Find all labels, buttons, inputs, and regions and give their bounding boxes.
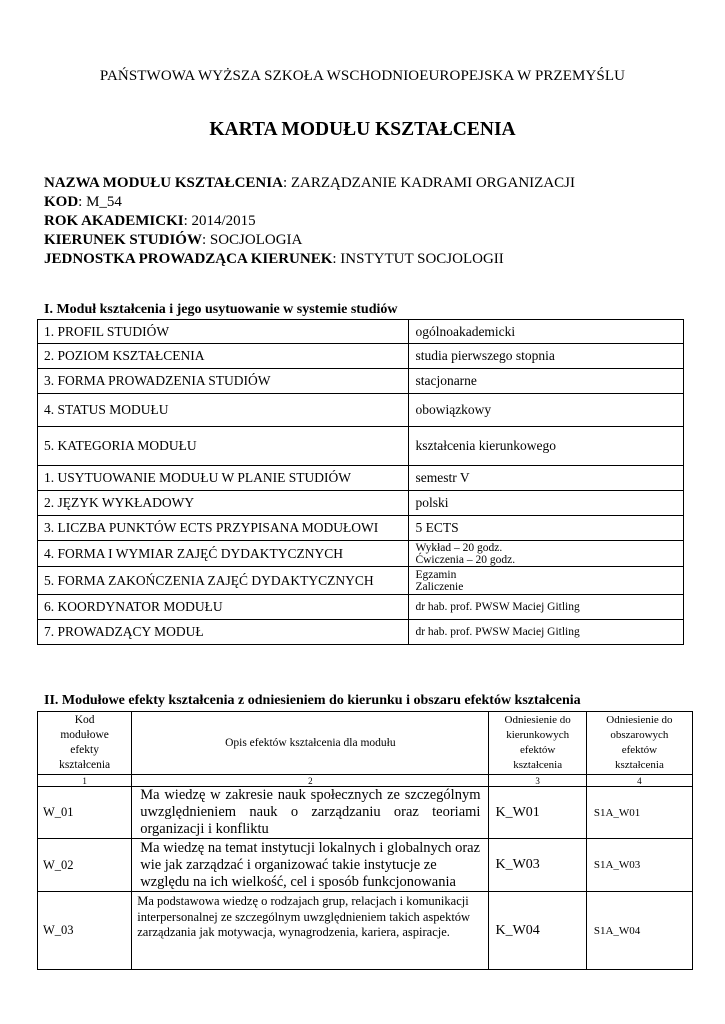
section2-title: II. Modułowe efekty kształcenia z odniesieniem do kierunku i obszaru efektów kształcenia	[44, 693, 581, 708]
learning-outcomes-table	[37, 711, 693, 970]
header-line: efektów	[621, 744, 658, 756]
row-value: studia pierwszego stopnia	[409, 344, 684, 369]
row-label: 3. LICZBA PUNKTÓW ECTS PRZYPISANA MODUŁOWI	[38, 516, 409, 541]
row-label: 3. FORMA PROWADZENIA STUDIÓW	[38, 369, 409, 394]
row-value: dr hab. prof. PWSW Maciej Gitling	[409, 595, 684, 620]
meta-value: : SOCJOLOGIA	[201, 232, 303, 248]
row-label: 5. FORMA ZAKOŃCZENIA ZAJĘĆ DYDAKTYCZNYCH	[38, 567, 409, 595]
row-value: 5 ECTS	[409, 516, 684, 541]
meta-field-of-study	[44, 232, 302, 249]
row-value: stacjonarne	[409, 369, 684, 394]
header-code	[38, 712, 132, 775]
header-description: Opis efektów kształcenia dla modułu	[132, 712, 489, 775]
table-row	[38, 787, 693, 839]
table-row	[38, 541, 684, 567]
row-value: polski	[409, 491, 684, 516]
table-row	[38, 567, 684, 595]
row-value-line: Ćwiczenia – 20 godz.	[415, 553, 516, 566]
row-label: 4. STATUS MODUŁU	[38, 394, 409, 427]
header-line: efekty	[70, 744, 99, 756]
header-line: Kod	[74, 714, 95, 726]
area-reference: S1A_W03	[586, 839, 692, 892]
row-label: 6. KOORDYNATOR MODUŁU	[38, 595, 409, 620]
table-row	[38, 892, 693, 970]
outcome-description: Ma wiedzę w zakresie nauk społecznych ze szczególnym uwzględnieniem nauk o zarządzaniu oraz teoriami organizacji i konfliktu	[132, 787, 489, 839]
table-row	[38, 491, 684, 516]
meta-label: KOD	[44, 194, 79, 210]
meta-label: JEDNOSTKA PROWADZĄCA KIERUNEK	[44, 251, 333, 267]
module-info-table	[37, 319, 684, 645]
row-value	[409, 567, 684, 595]
school-name: PAŃSTWOWA WYŻSZA SZKOŁA WSCHODNIOEUROPEJSKA W PRZEMYŚLU	[99, 68, 626, 84]
meta-value: : ZARZĄDZANIE KADRAMI ORGANIZACJI	[282, 175, 575, 191]
header-area-reference	[586, 712, 692, 775]
row-label: 7. PROWADZĄCY MODUŁ	[38, 620, 409, 645]
row-label: 5. KATEGORIA MODUŁU	[38, 427, 409, 466]
table-row	[38, 344, 684, 369]
meta-value: : M_54	[78, 194, 122, 210]
meta-unit	[44, 251, 504, 268]
table-row	[38, 516, 684, 541]
field-reference: K_W03	[489, 839, 586, 892]
header-line: modułowe	[60, 729, 109, 741]
header-line: Odniesienie do	[504, 714, 571, 726]
table-row	[38, 595, 684, 620]
meta-module-name	[44, 175, 575, 192]
area-reference: S1A_W04	[586, 892, 692, 970]
table-row	[38, 320, 684, 344]
meta-label: KIERUNEK STUDIÓW	[44, 232, 202, 248]
row-label: 1. USYTUOWANIE MODUŁU W PLANIE STUDIÓW	[38, 466, 409, 491]
area-reference: S1A_W01	[586, 787, 692, 839]
row-value-line: Wykład – 20 godz.	[415, 541, 503, 554]
field-reference: K_W01	[489, 787, 586, 839]
outcome-code: W_02	[38, 839, 132, 892]
row-value-line: Zaliczenie	[415, 580, 464, 593]
row-value: kształcenia kierunkowego	[409, 427, 684, 466]
table-row	[38, 620, 684, 645]
row-value	[409, 541, 684, 567]
header-line: kształcenia	[614, 759, 664, 771]
meta-label: ROK AKADEMICKI	[44, 213, 184, 229]
outcome-code: W_03	[38, 892, 132, 970]
row-label: 2. JĘZYK WYKŁADOWY	[38, 491, 409, 516]
meta-label: NAZWA MODUŁU KSZTAŁCENIA	[44, 175, 283, 191]
outcome-description: Ma podstawowa wiedzę o rodzajach grup, relacjach i komunikacji interpersonalnej ze szczególnym uwzględnieniem takich aspektów zarządzania jak motywacja, wynagrodzenia, kariera, aspiracje.	[132, 892, 489, 970]
document-title: KARTA MODUŁU KSZTAŁCENIA	[209, 119, 516, 140]
header-field-reference	[489, 712, 586, 775]
table-row	[38, 369, 684, 394]
meta-academic-year	[44, 213, 256, 230]
meta-value: : INSTYTUT SOCJOLOGII	[332, 251, 504, 267]
column-number: 2	[132, 775, 489, 787]
row-label: 1. PROFIL STUDIÓW	[38, 320, 409, 344]
meta-code	[44, 194, 122, 211]
column-number: 1	[38, 775, 132, 787]
meta-value: : 2014/2015	[183, 213, 256, 229]
table-row	[38, 466, 684, 491]
header-line: kierunkowych	[506, 729, 570, 741]
field-reference: K_W04	[489, 892, 586, 970]
row-value: dr hab. prof. PWSW Maciej Gitling	[409, 620, 684, 645]
column-number-row	[38, 775, 693, 787]
column-number: 4	[586, 775, 692, 787]
row-label: 4. FORMA I WYMIAR ZAJĘĆ DYDAKTYCZNYCH	[38, 541, 409, 567]
row-value: ogólnoakademicki	[409, 320, 684, 344]
row-value: semestr V	[409, 466, 684, 491]
outcome-code: W_01	[38, 787, 132, 839]
section1-title: I. Moduł kształcenia i jego usytuowanie w systemie studiów	[44, 302, 398, 317]
header-line: efektów	[519, 744, 556, 756]
row-value-line: Egzamin	[415, 568, 457, 581]
header-line: Odniesienie do	[606, 714, 673, 726]
header-line: kształcenia	[59, 759, 111, 771]
row-value: obowiązkowy	[409, 394, 684, 427]
table-row	[38, 839, 693, 892]
outcome-description: Ma wiedzę na temat instytucji lokalnych i globalnych oraz wie jak zarządzać i organizować takie instytucje ze względu na ich wielkość, cel i sposób funkcjonowania	[132, 839, 489, 892]
table-row	[38, 427, 684, 466]
header-line: kształcenia	[513, 759, 563, 771]
column-number: 3	[489, 775, 586, 787]
table-row	[38, 394, 684, 427]
row-label: 2. POZIOM KSZTAŁCENIA	[38, 344, 409, 369]
header-line: obszarowych	[610, 729, 669, 741]
table-header-row	[38, 712, 693, 775]
